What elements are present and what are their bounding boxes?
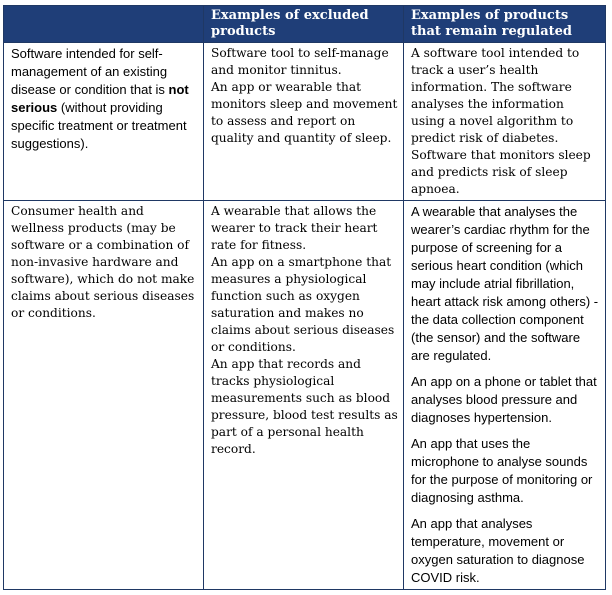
regulated-example: Software that monitors sleep and predicts risk of sleep apnoea.: [411, 148, 591, 196]
header-row: [4, 6, 606, 43]
regulated-cell: [404, 43, 606, 201]
regulated-cell: [404, 201, 606, 590]
regulated-example: An app on a phone or tablet that analyses blood pressure and diagnoses hypertension.: [411, 374, 597, 425]
header-excluded: Examples of excluded products: [204, 6, 404, 43]
table-row: [4, 43, 606, 201]
category-emphasis: not serious: [11, 82, 189, 115]
header-regulated: Examples of products that remain regulated: [404, 6, 606, 43]
excluded-example: An app that records and tracks physiological measurements such as blood pressure, blood test results as part of a personal health record.: [211, 357, 398, 456]
table-row: [4, 201, 606, 590]
excluded-example: Software tool to self-manage and monitor tinnitus.: [211, 46, 389, 77]
regulated-example: An app that uses the microphone to analyse sounds for the purpose of monitoring or diagnosing asthma.: [411, 436, 593, 505]
regulated-example: A software tool intended to track a user’s health information. The software analyses the information using a novel algorithm to predict risk of diabetes.: [411, 46, 580, 145]
category-cell: [4, 201, 204, 590]
excluded-cell: [204, 201, 404, 590]
excluded-example: An app or wearable that monitors sleep and movement to assess and report on quality and quantity of sleep.: [211, 80, 398, 145]
excluded-example: A wearable that allows the wearer to track their heart rate for fitness.: [211, 204, 378, 252]
regulated-example: An app that analyses temperature, movement or oxygen saturation to diagnose COVID risk.: [411, 516, 585, 585]
regulated-example: A wearable that analyses the wearer’s cardiac rhythm for the purpose of screening for a serious heart condition (which may include atrial fibrillation, heart attack risk among others) - the data collection component (the sensor) and the software are regulated.: [411, 204, 599, 363]
category-cell: [4, 43, 204, 201]
category-text: Consumer health and wellness products (may be software or a combination of non-invasive hardware and software), which do not make claims about serious diseases or conditions.: [11, 204, 195, 320]
regulation-examples-table: [3, 5, 606, 590]
excluded-example: An app on a smartphone that measures a physiological function such as oxygen saturation and makes no claims about serious diseases or conditions.: [211, 255, 395, 354]
category-text: Software intended for self-management of an existing disease or condition that is: [11, 46, 169, 97]
header-category: [4, 6, 204, 43]
category-text-end: (without providing specific treatment or treatment suggestions).: [11, 100, 187, 151]
table-header: [4, 6, 606, 43]
excluded-cell: [204, 43, 404, 201]
